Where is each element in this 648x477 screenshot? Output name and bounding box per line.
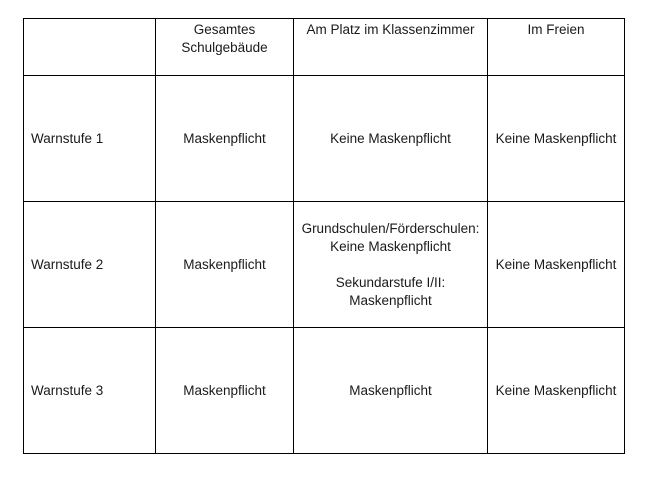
cell-building: Maskenpflicht [156, 76, 294, 202]
header-building-line2: Schulgebäude [181, 40, 268, 55]
table-row [24, 328, 625, 454]
cell-outdoors: Keine Maskenpflicht [488, 202, 625, 328]
header-building-line1: Gesamtes [193, 22, 256, 37]
table-header-row [24, 19, 625, 76]
header-building [156, 19, 294, 76]
classroom-line-secondary-rule: Maskenpflicht [349, 292, 432, 308]
row-label-warnstufe-3: Warnstufe 3 [24, 328, 156, 454]
cell-classroom [294, 202, 488, 328]
cell-outdoors: Keine Maskenpflicht [488, 76, 625, 202]
cell-building: Maskenpflicht [156, 202, 294, 328]
mask-rules-table [23, 18, 625, 454]
cell-building: Maskenpflicht [156, 328, 294, 454]
classroom-line-primary-schools: Grundschulen/Förderschulen: [301, 220, 480, 236]
classroom-line-secondary-schools: Sekundarstufe I/II: [335, 274, 446, 290]
row-label-warnstufe-1: Warnstufe 1 [24, 76, 156, 202]
header-outdoors: Im Freien [488, 19, 625, 76]
cell-classroom: Keine Maskenpflicht [294, 76, 488, 202]
row-label-warnstufe-2: Warnstufe 2 [24, 202, 156, 328]
table-row [24, 202, 625, 328]
classroom-line-primary-rule: Keine Maskenpflicht [330, 238, 451, 254]
header-empty-cell [24, 19, 156, 76]
line-gap [298, 256, 483, 274]
header-classroom: Am Platz im Klassenzimmer [294, 19, 488, 76]
cell-classroom: Maskenpflicht [294, 328, 488, 454]
cell-outdoors: Keine Maskenpflicht [488, 328, 625, 454]
table-row [24, 76, 625, 202]
